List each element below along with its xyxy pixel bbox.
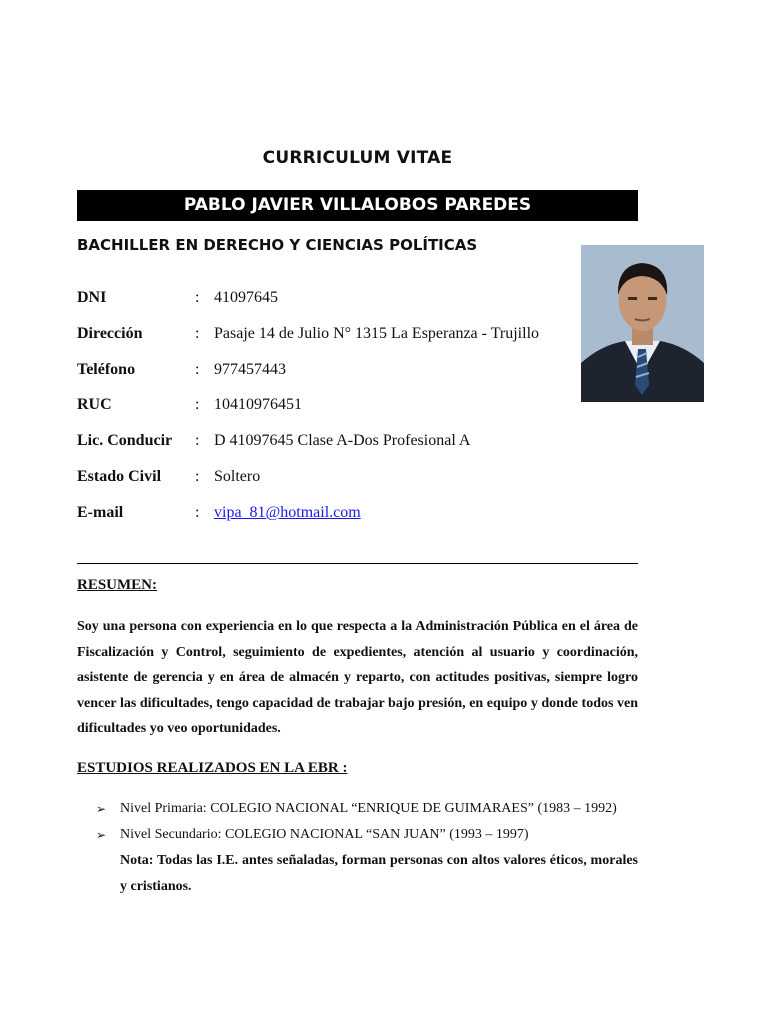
arrow-bullet-icon: ➢ (96, 828, 107, 842)
profile-photo (581, 245, 704, 402)
info-value: 977457443 (214, 360, 286, 378)
study-item-secondary (96, 822, 638, 900)
info-value: 41097645 (214, 289, 278, 306)
info-label: Lic. Conducir (77, 432, 173, 450)
email-link[interactable]: vipa_81@hotmail.com (214, 503, 361, 521)
info-label: DNI (77, 289, 107, 306)
info-value: 10410976451 (214, 396, 302, 414)
info-label: Dirección (77, 324, 143, 342)
info-label: E-mail (77, 503, 124, 521)
email-value (214, 502, 361, 524)
info-label: RUC (77, 396, 112, 414)
study-text: Nivel Secundario: COLEGIO NACIONAL “SAN JUAN” (1993 – 1997) (120, 827, 529, 842)
info-label: Estado Civil (77, 467, 162, 485)
info-label: Teléfono (77, 360, 136, 378)
info-separator: : (195, 360, 200, 378)
info-row-marital-status (77, 466, 587, 502)
info-row-ruc (77, 394, 587, 430)
studies-list (96, 796, 638, 900)
studies-heading: ESTUDIOS REALIZADOS EN LA EBR : (77, 760, 348, 776)
summary-heading: RESUMEN: (77, 577, 158, 593)
info-separator: : (195, 467, 200, 485)
profile-photo-image (581, 245, 704, 402)
study-item-primary (96, 796, 638, 822)
info-row-phone (77, 359, 587, 395)
studies-note: Nota: Todas las I.E. antes señaladas, forman personas con altos valores éticos, morales y cristianos. (120, 853, 638, 894)
study-text: Nivel Primaria: COLEGIO NACIONAL “ENRIQUE DE GUIMARAES” (1983 – 1992) (120, 801, 617, 816)
info-separator: : (195, 324, 200, 342)
info-separator: : (195, 289, 200, 306)
info-row-license (77, 430, 587, 466)
info-separator: : (195, 503, 200, 521)
personal-info-list (77, 287, 587, 538)
info-row-email (77, 502, 587, 538)
info-separator: : (195, 432, 200, 450)
section-divider (77, 563, 638, 564)
info-value: D 41097645 Clase A-Dos Profesional A (214, 432, 471, 450)
summary-text: Soy una persona con experiencia en lo que respecta a la Administración Pública en el área de Fiscalización y Control, seguimiento de expedientes, atención al usuario y coordinación, asistente de gerencia y en área de almacén y reparto, con actitudes positivas, siempre logro vencer las dificultades, tengo capacidad de trabajar bajo presión, en equipo y donde todos ven dificultades yo veo oportunidades. (77, 619, 638, 736)
info-row-address (77, 323, 587, 359)
info-value: Soltero (214, 467, 261, 485)
info-separator: : (195, 396, 200, 414)
arrow-bullet-icon: ➢ (96, 802, 107, 816)
info-row-dni (77, 287, 587, 323)
candidate-degree: BACHILLER EN DERECHO Y CIENCIAS POLÍTICAS (77, 236, 478, 254)
document-title: CURRICULUM VITAE (262, 148, 453, 168)
candidate-name-bar: PABLO JAVIER VILLALOBOS PAREDES (77, 190, 638, 221)
info-value: Pasaje 14 de Julio N° 1315 La Esperanza - Trujillo (214, 324, 540, 342)
